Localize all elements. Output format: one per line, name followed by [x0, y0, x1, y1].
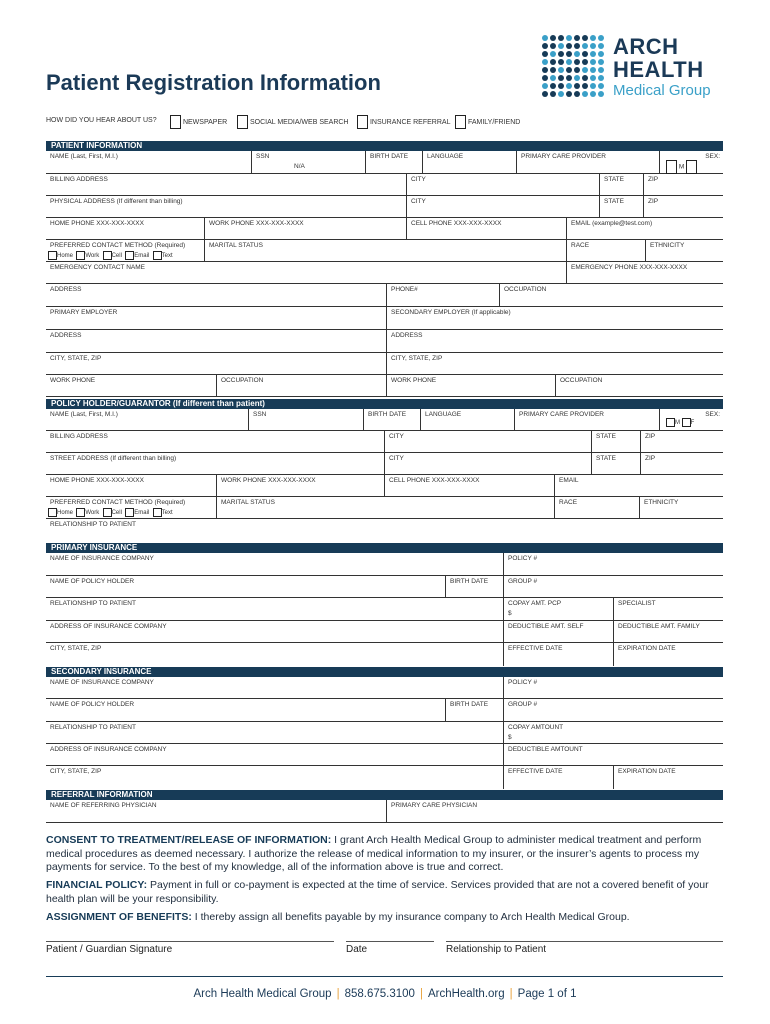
primary-address[interactable]: ADDRESS OF INSURANCE COMPANY [50, 623, 167, 630]
logo-dot [566, 43, 572, 49]
employer-address-1[interactable]: ADDRESS [50, 332, 82, 339]
guarantor-state-2[interactable]: STATE [591, 453, 640, 474]
footer: Arch Health Medical Group | 858.675.3100 | ArchHealth.org | Page 1 of 1 [193, 988, 577, 1000]
logo-dot [590, 51, 596, 57]
logo-line-2: HEALTH [613, 57, 704, 82]
logo-dot [574, 43, 580, 49]
logo-dot [582, 91, 588, 97]
referral-pcp[interactable]: PRIMARY CARE PHYSICIAN [386, 800, 723, 822]
section-header-secondary-insurance: SECONDARY INSURANCE [46, 667, 723, 677]
primary-copay[interactable]: COPAY AMT. PCP $ [503, 598, 613, 620]
hear-option-social[interactable]: SOCIAL MEDIA/WEB SEARCH [237, 115, 349, 129]
employer-work-phone-1[interactable]: WORK PHONE [50, 377, 96, 384]
logo-dot [542, 91, 548, 97]
checkbox[interactable] [170, 115, 181, 129]
contact-email-checkbox[interactable] [125, 251, 134, 260]
contact-cell-checkbox[interactable] [103, 251, 112, 260]
consent-heading: CONSENT TO TREATMENT/RELEASE OF INFORMATION: [46, 834, 332, 846]
secondary-csz[interactable]: CITY, STATE, ZIP [50, 768, 102, 775]
primary-csz[interactable]: CITY, STATE, ZIP [50, 645, 102, 652]
assignment-heading: ASSIGNMENT OF BENEFITS: [46, 911, 192, 923]
g-contact-work-checkbox[interactable] [76, 508, 85, 517]
logo-line-1: ARCH [613, 34, 679, 59]
logo-dot [550, 75, 556, 81]
logo-dot [598, 83, 604, 89]
primary-ded-self[interactable]: DEDUCTIBLE AMT. SELF [503, 621, 613, 642]
logo-dot [566, 51, 572, 57]
patient-row-phones [46, 218, 723, 240]
g-contact-email-checkbox[interactable] [125, 508, 134, 517]
primary-row-address [46, 621, 723, 643]
logo-dot [598, 75, 604, 81]
guarantor-city-2[interactable]: CITY [384, 453, 591, 474]
logo-dot [582, 43, 588, 49]
logo-dot [574, 83, 580, 89]
guarantor-row-phones [46, 475, 723, 497]
guarantor-home-phone[interactable]: HOME PHONE XXX-XXX-XXXX [50, 477, 144, 484]
patient-physical-address[interactable]: PHYSICAL ADDRESS (If different than billing) [50, 198, 183, 205]
guarantor-pcp[interactable]: PRIMARY CARE PROVIDER [514, 409, 659, 430]
primary-effective[interactable]: EFFECTIVE DATE [503, 643, 613, 666]
guarantor-row-relationship [46, 519, 723, 541]
guarantor-cell-phone[interactable]: CELL PHONE XXX-XXX-XXXX [384, 475, 554, 496]
secondary-expiration[interactable]: EXPIRATION DATE [613, 766, 723, 789]
logo-dot [550, 35, 556, 41]
logo-dot [566, 67, 572, 73]
secondary-row-relationship [46, 722, 723, 744]
patient-ethnicity[interactable]: ETHNICITY [645, 240, 723, 261]
primary-relationship[interactable]: RELATIONSHIP TO PATIENT [50, 600, 136, 607]
secondary-copay[interactable]: COPAY AMTOUNT $ [503, 722, 723, 743]
logo-dots-icon [541, 34, 605, 98]
guarantor-sex-m-checkbox[interactable] [666, 418, 675, 427]
g-contact-text-checkbox[interactable] [153, 508, 162, 517]
logo-dot [542, 59, 548, 65]
patient-primary-employer[interactable]: PRIMARY EMPLOYER [50, 309, 118, 316]
logo-dot [558, 35, 564, 41]
checkbox[interactable] [455, 115, 466, 129]
g-contact-cell-checkbox[interactable] [103, 508, 112, 517]
logo-dot [582, 35, 588, 41]
date-line[interactable] [346, 941, 434, 942]
consent-text: I grant Arch Health Medical Group to administer medical treatment and perform medical procedures as deemed necessary. I authorize the release of medical information to my insurer, or the insurer’s agents to process my payments for service. To the best of my knowledge, all of the information above is true and correct. [46, 834, 702, 873]
patient-row-employer [46, 307, 723, 330]
logo-dot [566, 59, 572, 65]
logo-dot [558, 67, 564, 73]
employer-address-2[interactable]: ADDRESS [386, 330, 723, 352]
logo-dot [574, 67, 580, 73]
guarantor-pref-contact[interactable]: PREFERRED CONTACT METHOD (Required) Home Work Cell Email Text [50, 499, 186, 517]
guarantor-birthdate[interactable]: BIRTH DATE [363, 409, 420, 430]
guarantor-ethnicity[interactable]: ETHNICITY [639, 497, 723, 518]
section-header-guarantor: POLICY HOLDER/GUARANTOR (If different than patient) [46, 399, 723, 409]
logo-dot [598, 59, 604, 65]
logo-dot [550, 67, 556, 73]
secondary-address[interactable]: ADDRESS OF INSURANCE COMPANY [50, 746, 167, 753]
logo-dot [590, 59, 596, 65]
secondary-row-address [46, 744, 723, 766]
guarantor-zip[interactable]: ZIP [640, 431, 723, 452]
secondary-row-csz [46, 766, 723, 789]
patient-city[interactable]: CITY [406, 174, 599, 195]
arch-health-logo [541, 34, 731, 98]
footer-page: Page 1 of 1 [517, 988, 577, 1000]
hear-option-insurance[interactable]: INSURANCE REFERRAL [357, 115, 450, 129]
guarantor-row-name [46, 409, 723, 431]
g-contact-home-checkbox[interactable] [48, 508, 57, 517]
footer-phone: 858.675.3100 [344, 988, 415, 1000]
guarantor-race[interactable]: RACE [554, 497, 639, 518]
patient-billing-address[interactable]: BILLING ADDRESS [50, 176, 108, 183]
primary-expiration[interactable]: EXPIRATION DATE [613, 643, 723, 666]
referral-row [46, 800, 723, 823]
guarantor-city[interactable]: CITY [384, 431, 591, 452]
sex-label: SEX: [705, 153, 720, 160]
logo-dot [550, 83, 556, 89]
logo-dot [550, 51, 556, 57]
patient-secondary-employer[interactable]: SECONDARY EMPLOYER (If applicable) [386, 307, 723, 329]
logo-dot [566, 83, 572, 89]
logo-dot [558, 91, 564, 97]
assignment-text: I thereby assign all benefits payable by my insurance company to Arch Health Medical Group. [191, 911, 630, 923]
checkbox[interactable] [237, 115, 248, 129]
patient-row-physical [46, 196, 723, 218]
logo-dot [566, 35, 572, 41]
ssn-value: N/A [294, 163, 305, 170]
guarantor-state[interactable]: STATE [591, 431, 640, 452]
relationship-label: Relationship to Patient [446, 944, 547, 955]
guarantor-language[interactable]: LANGUAGE [420, 409, 514, 430]
patient-row-name [46, 151, 723, 174]
logo-dot [550, 91, 556, 97]
employer-occupation-2[interactable]: OCCUPATION [555, 375, 723, 396]
guarantor-ssn[interactable]: SSN [248, 409, 363, 430]
patient-cell-phone[interactable]: CELL PHONE XXX-XXX-XXXX [406, 218, 566, 239]
patient-occupation[interactable]: OCCUPATION [499, 284, 723, 306]
patient-zip-2[interactable]: ZIP [643, 196, 723, 217]
guarantor-marital[interactable]: MARITAL STATUS [216, 497, 554, 518]
logo-dot [542, 67, 548, 73]
patient-ssn-field[interactable] [251, 151, 365, 173]
primary-row-csz [46, 643, 723, 666]
logo-dot [582, 59, 588, 65]
patient-phone[interactable]: PHONE# [386, 284, 499, 306]
patient-language-field[interactable]: LANGUAGE [422, 151, 516, 173]
contact-work-checkbox[interactable] [76, 251, 85, 260]
patient-row-employer-phone [46, 375, 723, 397]
guarantor-row-street [46, 453, 723, 475]
primary-group[interactable]: GROUP # [503, 576, 723, 597]
sex-m-checkbox[interactable] [666, 160, 677, 174]
logo-dot [590, 75, 596, 81]
logo-dot [574, 51, 580, 57]
signature-label: Patient / Guardian Signature [46, 944, 173, 955]
date-label: Date [346, 944, 368, 955]
guarantor-relationship[interactable]: RELATIONSHIP TO PATIENT [50, 521, 136, 528]
guarantor-work-phone[interactable]: WORK PHONE XXX-XXX-XXXX [216, 475, 384, 496]
secondary-deductible[interactable]: DEDUCTIBLE AMTOUNT [503, 744, 723, 765]
logo-dot [550, 59, 556, 65]
logo-dot [590, 83, 596, 89]
page-title: Patient Registration Information [46, 70, 381, 95]
secondary-birthdate[interactable]: BIRTH DATE [445, 699, 503, 721]
logo-dot [582, 67, 588, 73]
logo-dot [558, 43, 564, 49]
logo-dot [574, 75, 580, 81]
logo-dot [590, 43, 596, 49]
secondary-group[interactable]: GROUP # [503, 699, 723, 721]
hear-option-newspaper[interactable]: NEWSPAPER [170, 115, 227, 129]
secondary-policy[interactable]: POLICY # [503, 677, 723, 698]
logo-dot [542, 35, 548, 41]
logo-dot [558, 83, 564, 89]
contact-text-checkbox[interactable] [153, 251, 162, 260]
guarantor-email[interactable]: EMAIL [554, 475, 723, 496]
logo-line-3: Medical Group [613, 82, 711, 99]
relationship-line[interactable] [446, 941, 723, 942]
consent-paragraph [46, 834, 726, 875]
patient-row-billing [46, 174, 723, 196]
hear-question: HOW DID YOU HEAR ABOUT US? [46, 117, 157, 124]
financial-paragraph [46, 879, 726, 906]
secondary-row-holder [46, 699, 723, 722]
logo-dot [598, 67, 604, 73]
patient-zip[interactable]: ZIP [643, 174, 723, 195]
logo-dot [598, 91, 604, 97]
checkbox[interactable] [357, 115, 368, 129]
secondary-row-company [46, 677, 723, 699]
logo-dot [566, 75, 572, 81]
patient-email[interactable]: EMAIL (example@test.com) [566, 218, 723, 239]
patient-race[interactable]: RACE [566, 240, 645, 261]
assignment-paragraph [46, 911, 726, 925]
patient-row-contact [46, 240, 723, 262]
hear-option-family[interactable]: FAMILY/FRIEND [455, 115, 520, 129]
logo-dot [566, 91, 572, 97]
section-header-patient: PATIENT INFORMATION [46, 141, 723, 151]
logo-dot [558, 75, 564, 81]
logo-dot [542, 75, 548, 81]
guarantor-sex[interactable]: SEX: M F [659, 409, 723, 430]
employer-csz-2[interactable]: CITY, STATE, ZIP [386, 353, 723, 374]
section-header-referral: REFERRAL INFORMATION [46, 790, 723, 800]
logo-dot [598, 51, 604, 57]
contact-home-checkbox[interactable] [48, 251, 57, 260]
logo-dot [598, 35, 604, 41]
guarantor-row-billing [46, 431, 723, 453]
patient-pref-contact[interactable]: PREFERRED CONTACT METHOD (Required) Home Work Cell Email Text [50, 242, 186, 260]
primary-specialist[interactable]: SPECIALIST [613, 598, 723, 620]
logo-dot [542, 51, 548, 57]
logo-dot [550, 43, 556, 49]
primary-birthdate[interactable]: BIRTH DATE [445, 576, 503, 597]
primary-row-company [46, 553, 723, 576]
patient-name-field[interactable]: NAME (Last, First, M.I.) [50, 153, 118, 160]
employer-work-phone-2[interactable]: WORK PHONE [386, 375, 555, 396]
financial-text: Payment in full or co-payment is expected at the time of service. Services provided that are not a covered benefit of your health plan will be your responsibility. [46, 879, 709, 905]
logo-dot [574, 59, 580, 65]
patient-pcp-field[interactable]: PRIMARY CARE PROVIDER [516, 151, 659, 173]
logo-dot [590, 35, 596, 41]
ssn-label: SSN [256, 153, 270, 160]
patient-state-2[interactable]: STATE [599, 196, 643, 217]
logo-dot [574, 35, 580, 41]
patient-emergency-name[interactable]: EMERGENCY CONTACT NAME [50, 264, 145, 271]
signature-line[interactable] [46, 941, 334, 942]
primary-holder[interactable]: NAME OF POLICY HOLDER [50, 578, 135, 585]
patient-state[interactable]: STATE [599, 174, 643, 195]
patient-row-employer-csz [46, 353, 723, 375]
primary-policy[interactable]: POLICY # [503, 553, 723, 575]
guarantor-street-address[interactable]: STREET ADDRESS (If different than billing) [50, 455, 177, 462]
patient-address[interactable]: ADDRESS [50, 286, 82, 293]
logo-dot [558, 59, 564, 65]
financial-heading: FINANCIAL POLICY: [46, 879, 148, 891]
logo-dot [558, 51, 564, 57]
guarantor-row-contact [46, 497, 723, 519]
employer-csz-1[interactable]: CITY, STATE, ZIP [50, 355, 102, 362]
primary-row-relationship [46, 598, 723, 621]
patient-emergency-phone[interactable]: EMERGENCY PHONE XXX-XXX-XXXX [566, 262, 723, 283]
sex-f-checkbox[interactable] [686, 160, 697, 174]
guarantor-sex-f-checkbox[interactable] [682, 418, 691, 427]
referral-physician[interactable]: NAME OF REFERRING PHYSICIAN [50, 802, 157, 809]
patient-home-phone[interactable]: HOME PHONE XXX-XXX-XXXX [50, 220, 144, 227]
patient-row-employer-address [46, 330, 723, 353]
patient-row-emergency [46, 262, 723, 284]
patient-marital[interactable]: MARITAL STATUS [204, 240, 566, 261]
patient-city-2[interactable]: CITY [406, 196, 599, 217]
guarantor-billing-address[interactable]: BILLING ADDRESS [50, 433, 108, 440]
footer-org: Arch Health Medical Group [193, 988, 332, 1000]
footer-rule [46, 976, 723, 977]
logo-dot [582, 75, 588, 81]
patient-work-phone[interactable]: WORK PHONE XXX-XXX-XXXX [204, 218, 406, 239]
logo-dot [582, 51, 588, 57]
pref-contact-label: PREFERRED CONTACT METHOD (Required) [50, 242, 186, 249]
primary-ded-family[interactable]: DEDUCTIBLE AMT. FAMILY [613, 621, 723, 642]
logo-dot [590, 67, 596, 73]
employer-occupation-1[interactable]: OCCUPATION [216, 375, 386, 396]
guarantor-name[interactable]: NAME (Last, First, M.I.) [50, 411, 118, 418]
secondary-holder[interactable]: NAME OF POLICY HOLDER [50, 701, 135, 708]
secondary-company[interactable]: NAME OF INSURANCE COMPANY [50, 679, 154, 686]
guarantor-zip-2[interactable]: ZIP [640, 453, 723, 474]
logo-dot [598, 43, 604, 49]
logo-dot [590, 91, 596, 97]
logo-dot [582, 83, 588, 89]
primary-company[interactable]: NAME OF INSURANCE COMPANY [50, 555, 154, 562]
secondary-relationship[interactable]: RELATIONSHIP TO PATIENT [50, 724, 136, 731]
patient-row-address [46, 284, 723, 307]
secondary-effective[interactable]: EFFECTIVE DATE [503, 766, 613, 789]
footer-web[interactable]: ArchHealth.org [427, 988, 505, 1000]
sex-m-label: M [678, 163, 685, 171]
logo-dot [542, 83, 548, 89]
patient-sex-field[interactable] [659, 151, 723, 173]
guarantor-sex-label: SEX: [705, 411, 720, 418]
logo-dot [542, 43, 548, 49]
primary-row-holder [46, 576, 723, 598]
patient-birthdate-field[interactable]: BIRTH DATE [365, 151, 422, 173]
logo-dot [574, 91, 580, 97]
section-header-primary-insurance: PRIMARY INSURANCE [46, 543, 723, 553]
